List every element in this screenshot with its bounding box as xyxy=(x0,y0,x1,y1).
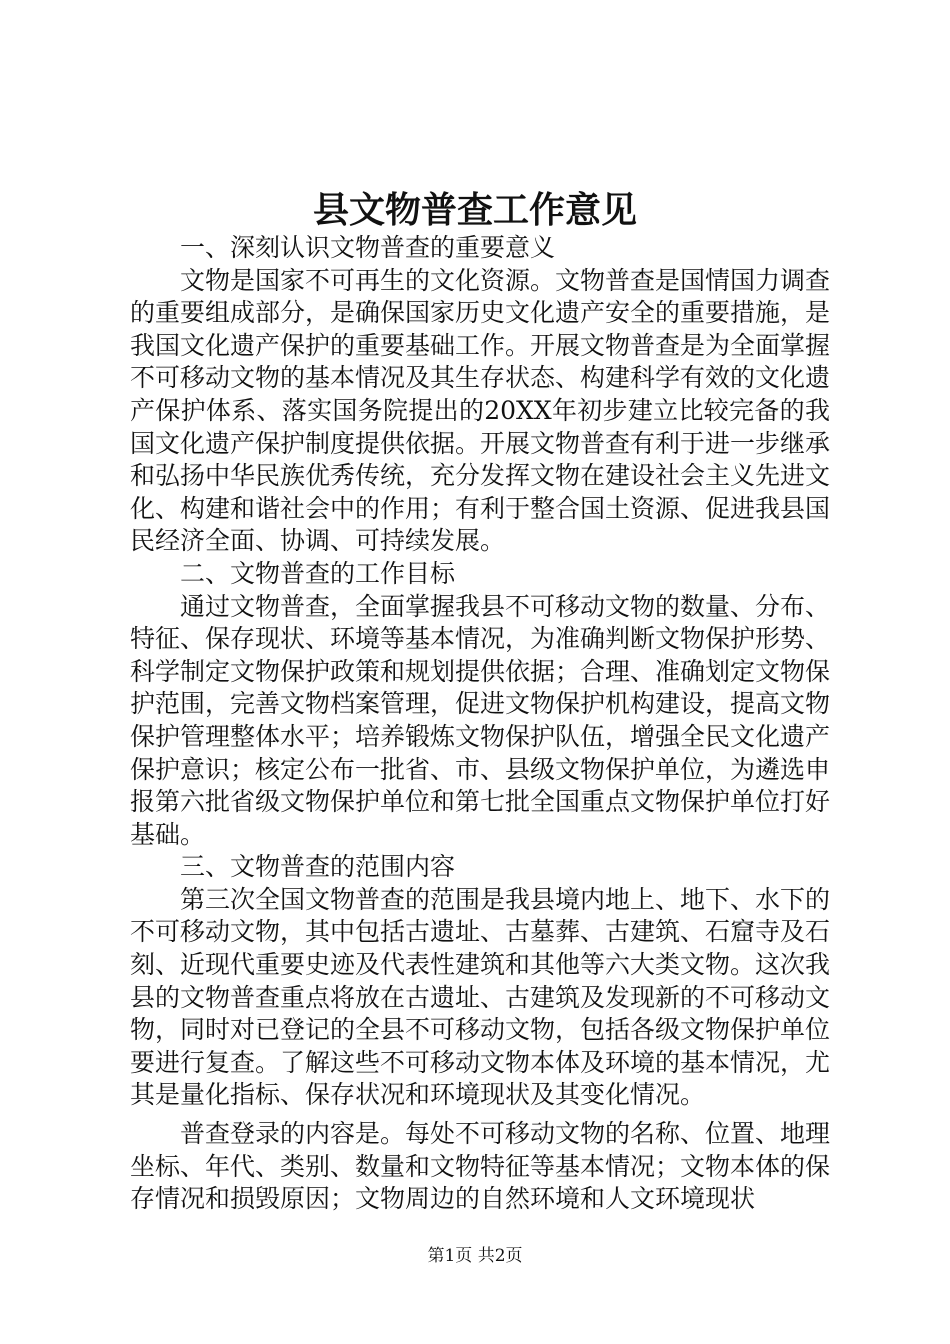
body-paragraph-4: 普查登录的内容是。每处不可移动文物的名称、位置、地理坐标、年代、类别、数量和文物特征等基本情况；文物本体的保存情况和损毁原因；文物周边的自然环境和人文环境现状 xyxy=(130,1119,831,1214)
document-body xyxy=(130,232,830,1216)
body-paragraph-1: 文物是国家不可再生的文化资源。文物普查是国情国力调查的重要组成部分，是确保国家历史文化遗产安全的重要措施，是我国文化遗产保护的重要基础工作。开展文物普查是为全面掌握不可移动文物的基本情况及其生存状态、构建科学有效的文化遗产保护体系、落实国务院提出的20XX年初步建立比较完备的我国文化遗产保护制度提供依据。开展文物普查有利于进一步继承和弘扬中华民族优秀传统，充分发挥文物在建设社会主义先进文化、构建和谐社会中的作用；有利于整合国土资源、促进我县国民经济全面、协调、可持续发展。 xyxy=(130,265,831,556)
document-title: 县文物普查工作意见 xyxy=(312,189,637,231)
page-footer: 第1页 共2页 xyxy=(427,1246,523,1266)
section-heading-3: 三、文物普查的范围内容 xyxy=(180,852,456,882)
section-heading-2: 二、文物普查的工作目标 xyxy=(180,558,456,588)
section-heading-1: 一、深刻认识文物普查的重要意义 xyxy=(180,233,556,262)
body-paragraph-2: 通过文物普查，全面掌握我县不可移动文物的数量、分布、特征、保存现状、环境等基本情况，为准确判断文物保护形势、科学制定文物保护政策和规划提供依据；合理、准确划定文物保护范围，完善文物档案管理，促进文物保护机构建设，提高文物保护管理整体水平；培养锻炼文物保护队伍，增强全民文化遗产保护意识；核定公布一批省、市、县级文物保护单位，为遴选申报第六批省级文物保护单位和第七批全国重点文物保护单位打好基础。 xyxy=(130,591,831,849)
body-paragraph-3: 第三次全国文物普查的范围是我县境内地上、地下、水下的不可移动文物，其中包括古遗址、古墓葬、古建筑、石窟寺及石刻、近现代重要史迹及代表性建筑和其他等六大类文物。这次我县的文物普查重点将放在古遗址、古建筑及发现新的不可移动文物，同时对已登记的全县不可移动文物，包括各级文物保护单位要进行复查。了解这些不可移动文物本体及环境的基本情况，尤其是量化指标、保存状况和环境现状及其变化情况。 xyxy=(130,884,831,1110)
